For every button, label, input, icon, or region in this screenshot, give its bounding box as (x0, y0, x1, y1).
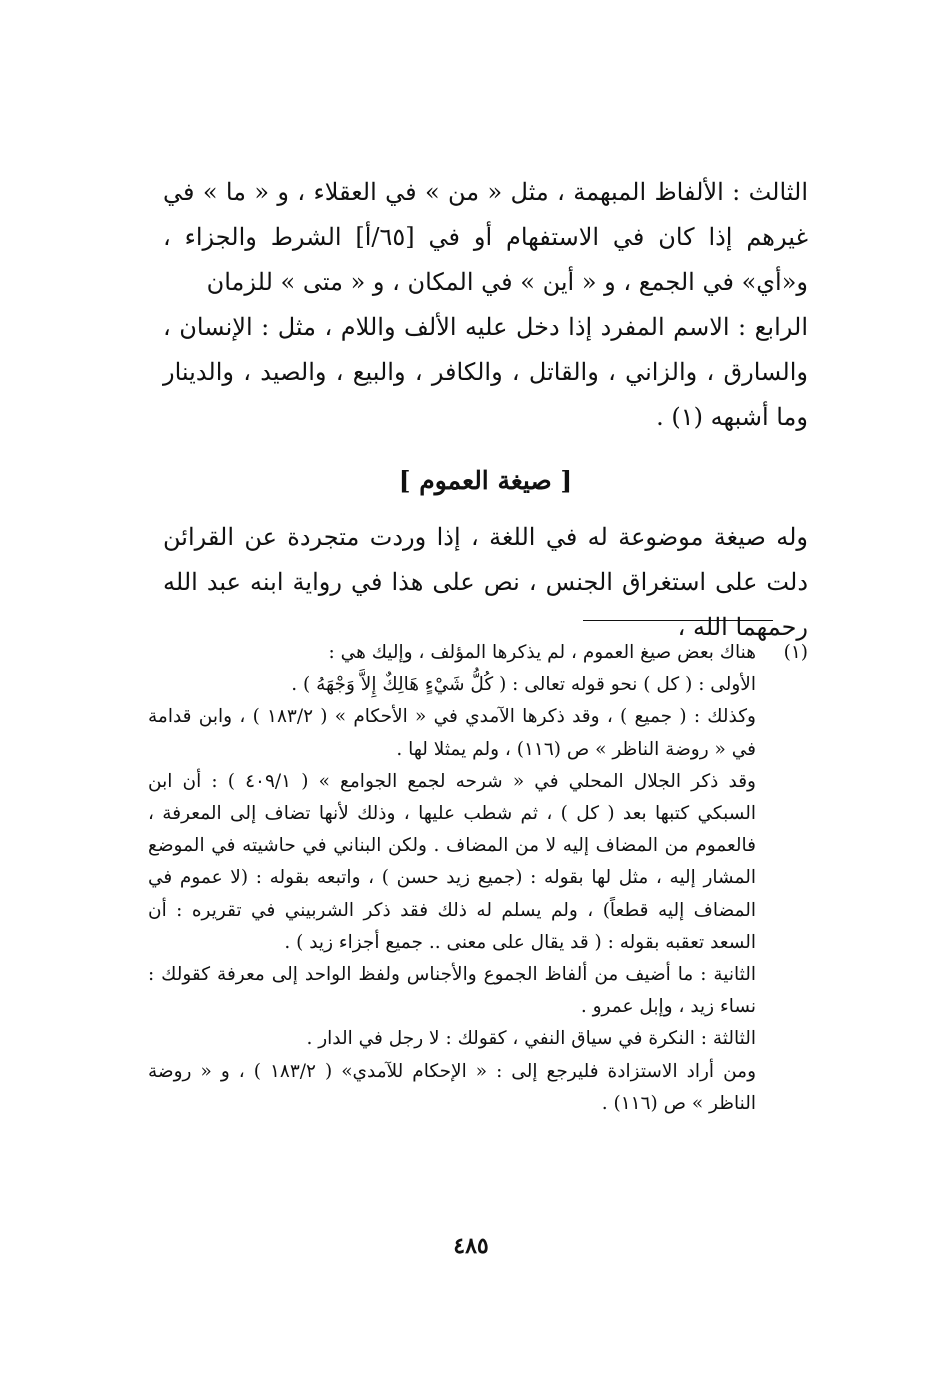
body-paragraph-third (163, 170, 808, 305)
footnote-body (148, 637, 756, 1120)
footnote-line: ومن أراد الاستزادة فليرجع إلى : « الإحكام للآمدي» ( ١٨٣/٢ ) ، و « روضة الناظر » ص (١١٦) . (148, 1060, 756, 1114)
section-heading: [ صيغة العموم ] (398, 466, 573, 495)
footnote-line: الثالثة : النكرة في سياق النفي ، كقولك : لا رجل في الدار . (306, 1028, 756, 1050)
footnote-line: وقد ذكر الجلال المحلي في « شرحه لجمع الجوامع » ( ٤٠٩/١ ) : أن ابن السبكي كتبها بعد ( كل ) ، ثم شطب عليها ، وذلك لأنها تضاف إلى المعرفة ، فالعموم من المضاف إليه لا من المضاف . ولكن البناني في حاشيته في الموضع المشار إليه ، مثل لها بقوله : (جميع زيد حسن ) ، واتبعه بقوله : (لا عموم في المضاف إليه قطعاً) ، ولم يسلم له ذلك فقد ذكر الشربيني في تقريره : أن السعد تعقبه بقوله : ( قد يقال على معنى .. جميع أجزاء زيد ) . (148, 770, 756, 953)
body-paragraph-fourth (163, 305, 808, 440)
footnote-number: (١) (783, 642, 808, 663)
page-number: ٤٨٥ (453, 1233, 489, 1259)
paragraph-text: الرابع : الاسم المفرد إذا دخل عليه الألف واللام ، مثل : الإنسان ، والسارق ، والزاني ، والقاتل ، والكافر ، والبيع ، والصيد ، والدينار وما أشبهه (١) . (163, 313, 809, 431)
footnotes (148, 637, 808, 1120)
paragraph-text: الثالث : الألفاظ المبهمة ، مثل « من » في العقلاء ، و « ما » في غيرهم إذا كان في الاستفهام أو في [٦٥/أ] الشرط والجزاء ، و«أي» في الجمع ، و « أين » في المكان ، و « متى » للزمان (163, 178, 808, 296)
paragraph-text: وله صيغة موضوعة له في اللغة ، إذا وردت متجردة عن القرائن دلت على استغراق الجنس ، نص على هذا في رواية ابنه عبد الله رحمهما الله ، (163, 523, 808, 641)
footnote-1 (148, 637, 808, 1120)
footnote-line: الأولى : ( كل ) نحو قوله تعالى : ( كُلُّ شَيْءٍ هَالِكٌ إِلاَّ وَجْهَهُ ) . (291, 674, 756, 696)
footnote-line: هناك بعض صيغ العموم ، لم يذكرها المؤلف ، وإليك هي : (328, 642, 756, 663)
footnote-line: وكذلك : ( جميع ) ، وقد ذكرها الآمدي في « الأحكام » ( ١٨٣/٢ ) ، وابن قدامة في « روضة الناظر » ص (١١٦) ، ولم يمثلا لها . (148, 706, 756, 760)
footnote-separator (583, 620, 773, 621)
footnote-line: الثانية : ما أضيف من ألفاظ الجموع والأجناس ولفظ الواحد إلى معرفة كقولك : نساء زيد ، وإبل عمرو . (148, 964, 756, 1018)
body-paragraph-general-form (163, 515, 808, 650)
